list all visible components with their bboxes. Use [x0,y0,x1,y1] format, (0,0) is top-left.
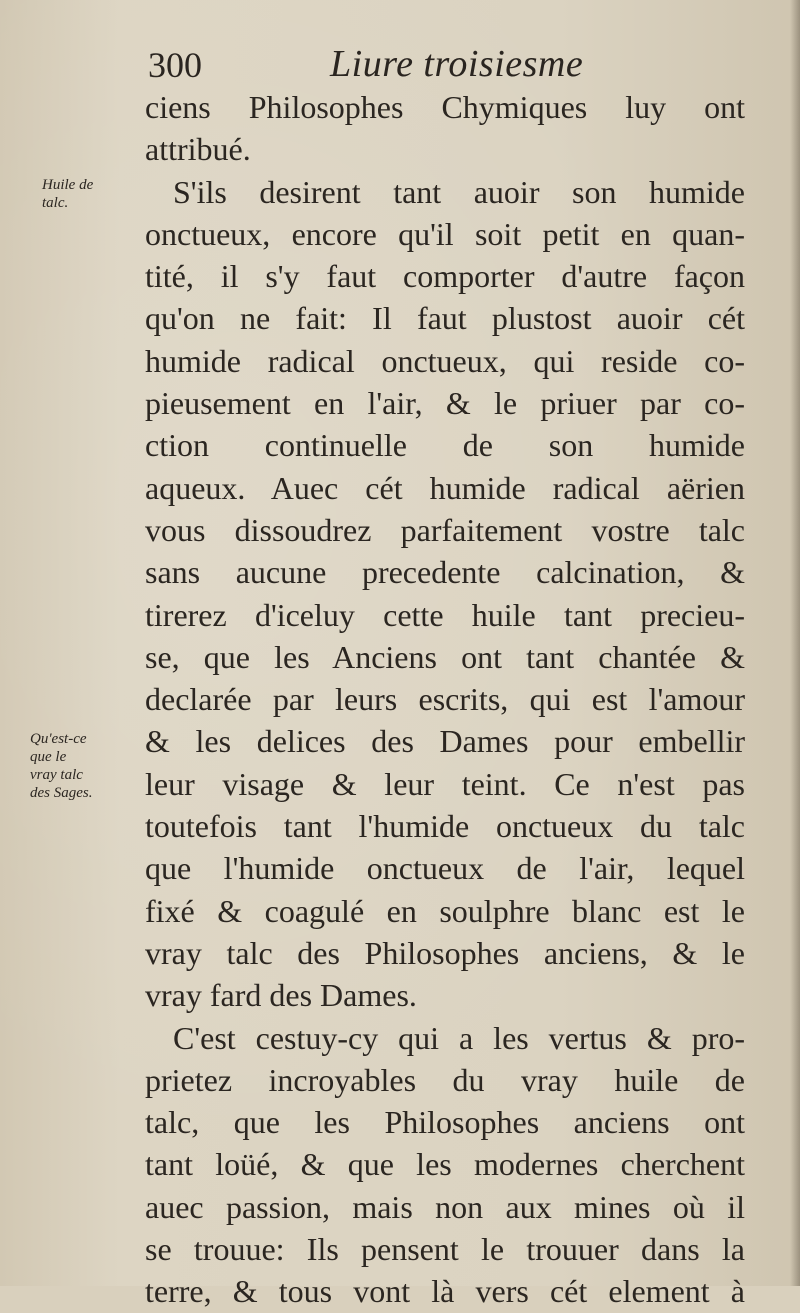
text-line: terre, & tous vont là vers cét element à [145,1273,745,1310]
text-line: leur visage & leur teint. Ce n'est pas [145,765,745,802]
text-line: qu'on ne fait: Il faut plustost auoir cét [145,300,745,337]
text-line: aqueux. Auec cét humide radical aërien [145,469,745,506]
margin-note-huile-de-talc [42,176,142,212]
running-title: Liure troisiesme [330,43,584,85]
text-line: fixé & coagulé en soulphre blanc est le [145,892,745,929]
body-text [145,86,745,1313]
text-line: tant loüé, & que les modernes cherchent [145,1146,745,1183]
text-line: prietez incroyables du vray huile de [145,1061,745,1098]
margin-note-line: Qu'est-ce [30,731,87,747]
text-line: attribué. [145,131,251,168]
text-line: declarée par leurs escrits, qui est l'amour [145,681,745,718]
text-line: tité, il s'y faut comporter d'autre façon [145,258,745,295]
text-line: ciens Philosophes Chymiques luy ont [145,89,745,125]
text-line: sans aucune precedente calcination, & [145,554,745,591]
text-line: auec passion, mais non aux mines où il [145,1188,745,1225]
text-line: ction continuelle de son humide [145,427,745,464]
margin-note-line: Huile de [42,177,94,193]
page-number: 300 [148,45,202,85]
text-line: tirerez d'iceluy cette huile tant precieu- [145,596,745,633]
text-line: vray fard des Dames. [145,977,417,1014]
text-line: S'ils desirent tant auoir son humide [173,173,745,210]
text-line: pieusement en l'air, & le priuer par co- [145,385,745,422]
text-line: vray talc des Philosophes anciens, & le [145,934,745,971]
text-line: talc, que les Philosophes anciens ont [145,1104,745,1141]
text-line: & les delices des Dames pour embellir [145,723,745,760]
margin-note-line: que le [30,749,67,765]
margin-note-line: vray talc [30,767,83,783]
page-header [140,40,760,88]
margin-note-line: des Sages. [30,785,93,801]
text-line: se, que les Anciens ont tant chantée & [145,638,745,675]
text-line: onctueux, encore qu'il soit petit en quan- [145,215,745,252]
text-line: se trouue: Ils pensent le trouuer dans la [145,1231,745,1268]
text-line: humide radical onctueux, qui reside co- [145,342,745,379]
text-line: toutefois tant l'humide onctueux du talc [145,808,745,845]
margin-note-vray-talc [30,730,130,802]
text-line: que l'humide onctueux de l'air, lequel [145,850,745,887]
text-line: vous dissoudrez parfaitement vostre talc [145,511,745,548]
margin-note-line: talc. [42,195,69,211]
text-line: C'est cestuy-cy qui a les vertus & pro- [173,1019,745,1056]
